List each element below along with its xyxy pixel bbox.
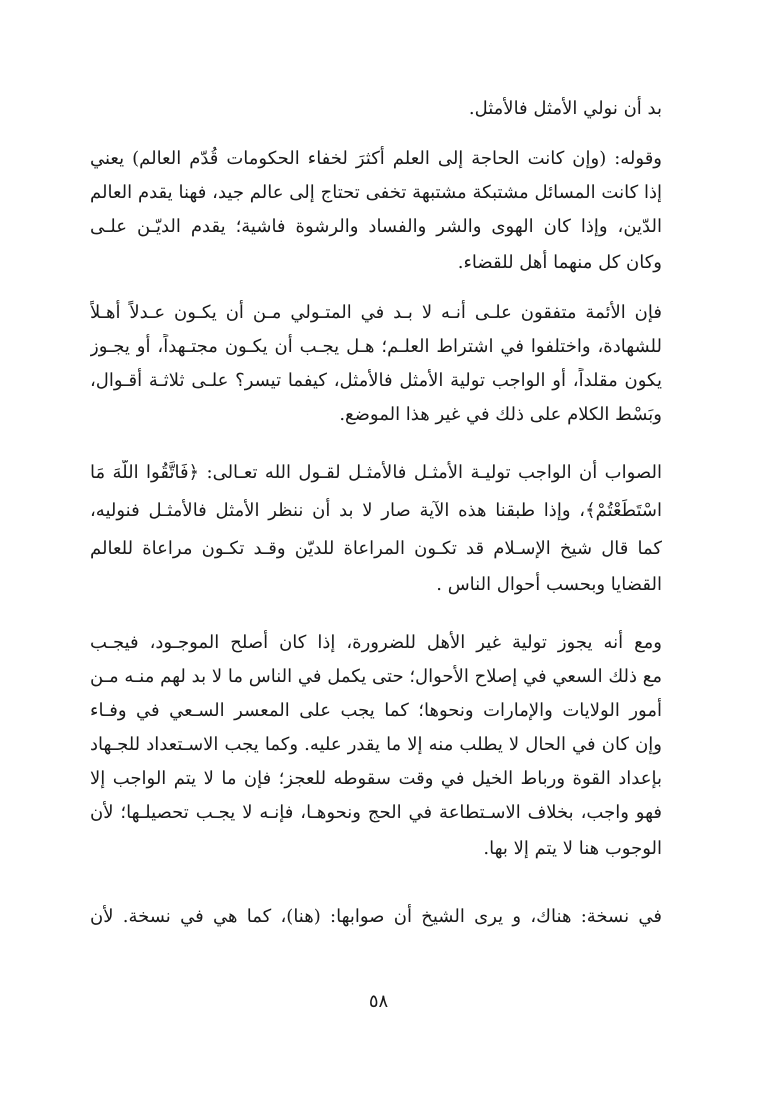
- paragraph-5-line-1: ومع أنه يجوز تولية غير الأهل للضرورة، إذا كان أصلح الموجـود، فيجـب: [90, 632, 662, 653]
- paragraph-4-line-2: اسْتَطَعْتُمْ﴾، وإذا طبقنا هذه الآية صار لا بد أن ننظر الأمثل فالأمثـل فنوليه،: [90, 500, 662, 521]
- paragraph-5-line-7: الوجوب هنا لا يتم إلا بها.: [483, 838, 662, 859]
- paragraph-4-line-1: الصواب أن الواجب توليـة الأمثـل فالأمثـل لقـول الله تعـالى: ﴿فَاتَّقُوا اللَّهَ مَا: [90, 462, 662, 483]
- paragraph-5-line-3: أمور الولايات والإمارات ونحوها؛ كما يجب على المعسر السـعي في وفـاء: [90, 700, 662, 721]
- paragraph-3-line-2: للشهادة، واختلفوا في اشتراط العلـم؛ هـل يجـب أن يكـون مجتـهداً، أو يجـوز: [90, 336, 662, 357]
- paragraph-5-line-6: فهو واجب، بخلاف الاسـتطاعة في الحج ونحوهـا، فإنـه لا يجـب تحصيلـها؛ لأن: [90, 802, 662, 823]
- paragraph-5-line-5: بإعداد القوة ورباط الخيل في وقت سقوطه للعجز؛ فإن ما لا يتم الواجب إلا: [90, 768, 662, 789]
- paragraph-4-line-4: القضايا وبحسب أحوال الناس .: [436, 574, 662, 595]
- paragraph-3-line-1: فإن الأئمة متفقون علـى أنـه لا بـد في المتـولي مـن أن يكـون عـدلاً أهـلاً: [90, 302, 662, 323]
- page-body: [90, 0, 662, 1103]
- paragraph-3-line-4: وبَسْط الكلام على ذلك في غير هذا الموضع.: [339, 404, 662, 425]
- paragraph-2-line-2: إذا كانت المسائل مشتبكة مشتبهة تخفى تحتاج إلى عالم جيد، فهنا يقدم العالم: [90, 182, 662, 203]
- paragraph-2-line-1: وقوله: (وإن كانت الحاجة إلى العلم أكثرَ لخفاء الحكومات قُدّم العالم) يعني: [90, 148, 662, 169]
- paragraph-2-line-3: الدّين، وإذا كان الهوى والشر والفساد والرشوة فاشية؛ يقدم الديّـن علـى: [90, 216, 662, 237]
- paragraph-5-line-2: مع ذلك السعي في إصلاح الأحوال؛ حتى يكمل في الناس ما لا بد لهم منـه مـن: [90, 666, 662, 687]
- paragraph-4-line-3: كما قال شيخ الإسـلام قد تكـون المراعاة للديّن وقـد تكـون مراعاة للعالم: [90, 538, 662, 559]
- paragraph-2-line-4: وكان كل منهما أهل للقضاء.: [457, 252, 662, 273]
- paragraph-6-line-1: في نسخة: هناك، و يرى الشيخ أن صوابها: (هنا)، كما هي في نسخة. لأن: [90, 906, 662, 927]
- paragraph-5-line-4: وإن كان في الحال لا يطلب منه إلا ما يقدر عليه. وكما يجب الاسـتعداد للجـهاد: [90, 734, 662, 755]
- page-number: ٥٨: [368, 991, 389, 1012]
- paragraph-3-line-3: يكون مقلداً، أو الواجب تولية الأمثل فالأمثل، كيفما تيسر؟ علـى ثلاثـة أقـوال،: [90, 370, 662, 391]
- paragraph-1-line-1: بد أن نولي الأمثل فالأمثل.: [468, 98, 662, 119]
